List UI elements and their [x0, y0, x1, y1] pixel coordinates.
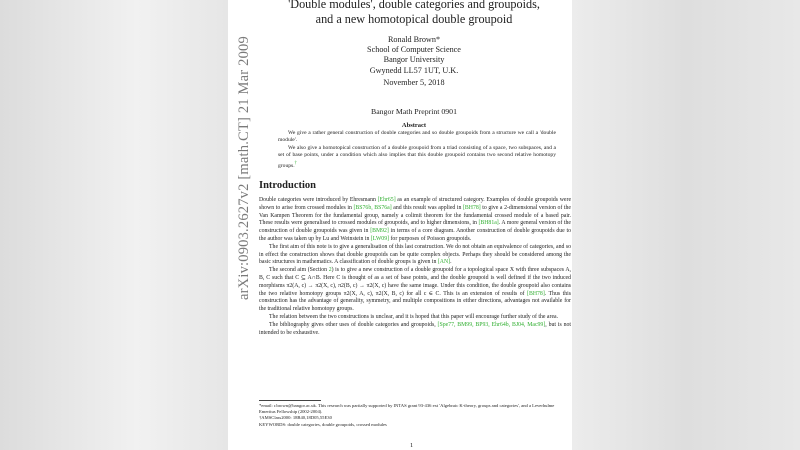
author-affil-2: Bangor University: [383, 55, 445, 65]
citation-link[interactable]: [BH81a]: [478, 220, 499, 227]
paragraph-text: . A more general version of the construction of double groupoids was given in: [259, 220, 571, 235]
background-left: [0, 0, 228, 450]
citation-link[interactable]: [AN]: [437, 259, 451, 266]
paragraph-text: to give a 2-dimensional version of the Van Kampen Theorem for the fundamental group, namely a colimit theorem for the fundamental crossed module of a based pair. These results were generalised to crossed modules of groupoids, and to higher dimensions, in: [259, 204, 571, 227]
abstract-body: [278, 130, 556, 170]
background-right: [572, 0, 800, 450]
title-line-2: and a new homotopical double groupoid: [315, 11, 513, 26]
paragraph-text: , but is not intended to be exhaustive.: [259, 321, 571, 336]
citation-link[interactable]: [BS76b, BS76a]: [353, 204, 392, 211]
author-name: Ronald Brown*: [387, 35, 441, 44]
page-number: 1: [410, 442, 414, 449]
paper-title: [288, 0, 540, 26]
abstract-paragraph-2: We also give a homotopical construction of a double groupoid from a triad consisting of a space, two subspaces, and a set of base points, under a condition which also implies that this double groupoid contains two second relative homotopy groups.†: [278, 144, 556, 169]
footnote-rule: [259, 400, 321, 401]
paragraph-text: for purposes of Poisson groupoids.: [389, 235, 472, 242]
citation-link[interactable]: [Ehr65]: [377, 197, 396, 203]
footnote-amsclass: †AMSClass2000: 18B40,18D05,55E30: [259, 415, 332, 421]
citation-link[interactable]: [BH78]: [462, 204, 481, 211]
paragraph-text: ) is to give a new construction of a double groupoid for a topological space X with three subspaces A, B, C such that C ⊆ A∩B. Here C is thought of as a set of base points, and the double groupoid is well defined if the two induced morphisms π2(A, c) → π2(X, c), π2(B, c) → π2(X, c) have the same image. Under this condition, the double groupoid also contains the two relative homotopy groups π2(X, A, c), π2(X, B, c) for all c ∈ C. This is an extension of results of: [259, 267, 571, 297]
paragraph-text: The bibliography gives other uses of double categories and groupoids,: [269, 321, 438, 328]
paragraph-text: The second aim (Section: [269, 267, 329, 274]
body-paragraph: [259, 244, 571, 267]
citation-link[interactable]: [Spe77, BM99, BP93, Ehr64b, BJ04, Mac99]: [437, 321, 546, 328]
body-paragraph: [259, 322, 571, 338]
introduction-body: [259, 197, 571, 337]
author-block: [288, 35, 540, 76]
title-line-1: 'Double modules', double categories and groupoids,: [288, 0, 540, 11]
section-heading-introduction: Introduction: [259, 180, 316, 191]
body-paragraph: [259, 314, 571, 322]
abstract-heading: Abstract: [401, 122, 427, 129]
arxiv-side-label: arXiv:0903.2627v2 [math.CT] 21 Mar 2009: [236, 36, 252, 300]
paragraph-text: . Thus this construction has the advantage of generality, symmetry, and multiple compositions in either directions, advantages not available for the traditional relative homotopy groups.: [259, 290, 571, 313]
abstract-paragraph-1: We give a rather general construction of double categories and so double groupoids from a structure we call a 'double module'.: [278, 130, 556, 144]
author-affil-3: Gwynedd LL57 1UT, U.K.: [369, 65, 459, 75]
footnote-email: *email: r.brown@bangor.ac.uk. This research was partially supported by INTAS grant 93-436 ext 'Algebraic K-theory, groups and categories', and a Leverhulme Emeritus Fellowship (2002-2004).: [259, 403, 555, 415]
footnotes: [259, 403, 571, 428]
footnote-keywords: KEYWORDS: double categories, double groupoids, crossed modules: [259, 421, 387, 427]
body-paragraph: [259, 197, 571, 244]
citation-link[interactable]: 2: [328, 267, 332, 274]
paragraph-text: .: [450, 259, 452, 266]
paragraph-text: and this result was applied in: [391, 204, 463, 211]
citation-link[interactable]: [BM92]: [370, 228, 389, 235]
preprint-label: Bangor Math Preprint 0901: [371, 107, 457, 116]
paragraph-text: The first aim of this note is to give a generalisation of this last construction. We do not obtain an equivalence of categories, and so in effect the construction shows that double groupoids can be quite complex objects. Perhaps they should be considered among the basic structures in mathematics. A classification of double groups is given in: [259, 243, 571, 266]
footnote-mark[interactable]: †: [294, 160, 297, 166]
body-paragraph: [259, 267, 571, 314]
paragraph-text: in terms of a core diagram. Another construction of double groupoids due to the author was taken up by Lu and Weinstein in: [259, 228, 571, 242]
citation-link[interactable]: [BH78]: [527, 290, 545, 297]
paragraph-text: as an example of structured category. Examples of double groupoids were shown to arise from crossed modules in: [259, 197, 572, 211]
paragraph-text: The relation between the two constructions is unclear, and it is hoped that this paper will encourage further study of the area.: [269, 313, 559, 320]
paper-date: November 5, 2018: [383, 78, 445, 87]
paragraph-text: Double categories were introduced by Ehresmann: [259, 197, 378, 203]
citation-link[interactable]: [LW09]: [370, 235, 390, 242]
author-affil-1: School of Computer Science: [367, 45, 461, 55]
